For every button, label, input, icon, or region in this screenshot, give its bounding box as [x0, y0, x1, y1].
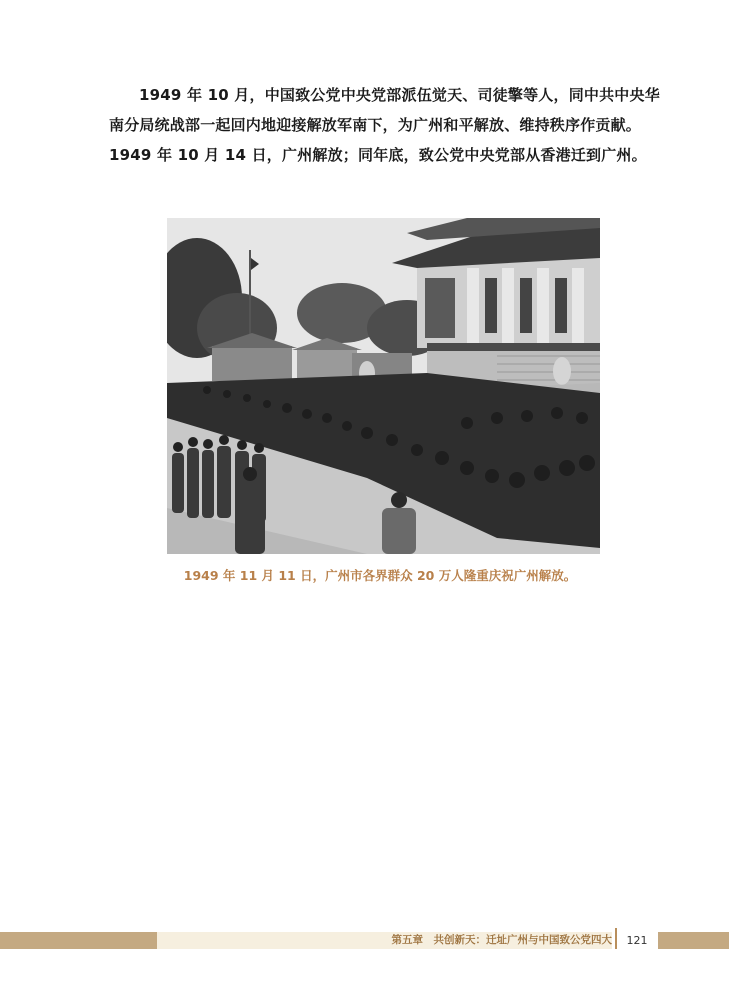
- footer-accent-right: [658, 932, 729, 949]
- footer-divider: [615, 928, 617, 949]
- footer-accent-left: [0, 932, 157, 949]
- footer-chapter-title: 第五章 共创新天：迁址广州与中国致公党四大: [391, 934, 612, 946]
- historical-parade-photo: [167, 218, 600, 554]
- photo-caption: 1949 年 11 月 11 日，广州市各界群众 20 万人隆重庆祝广州解放。: [183, 568, 577, 583]
- body-paragraph: 1949 年 10 月，中国致公党中央党部派伍觉天、司徒擎等人，同中共中央华南分局统战部一起回内地迎接解放军南下，为广州和平解放、维持秩序作贡献。1949 年 10 月 14 日，广州解放；同年底，致公党中央党部从香港迁到广州。: [109, 86, 660, 164]
- page-number: 121: [626, 934, 648, 947]
